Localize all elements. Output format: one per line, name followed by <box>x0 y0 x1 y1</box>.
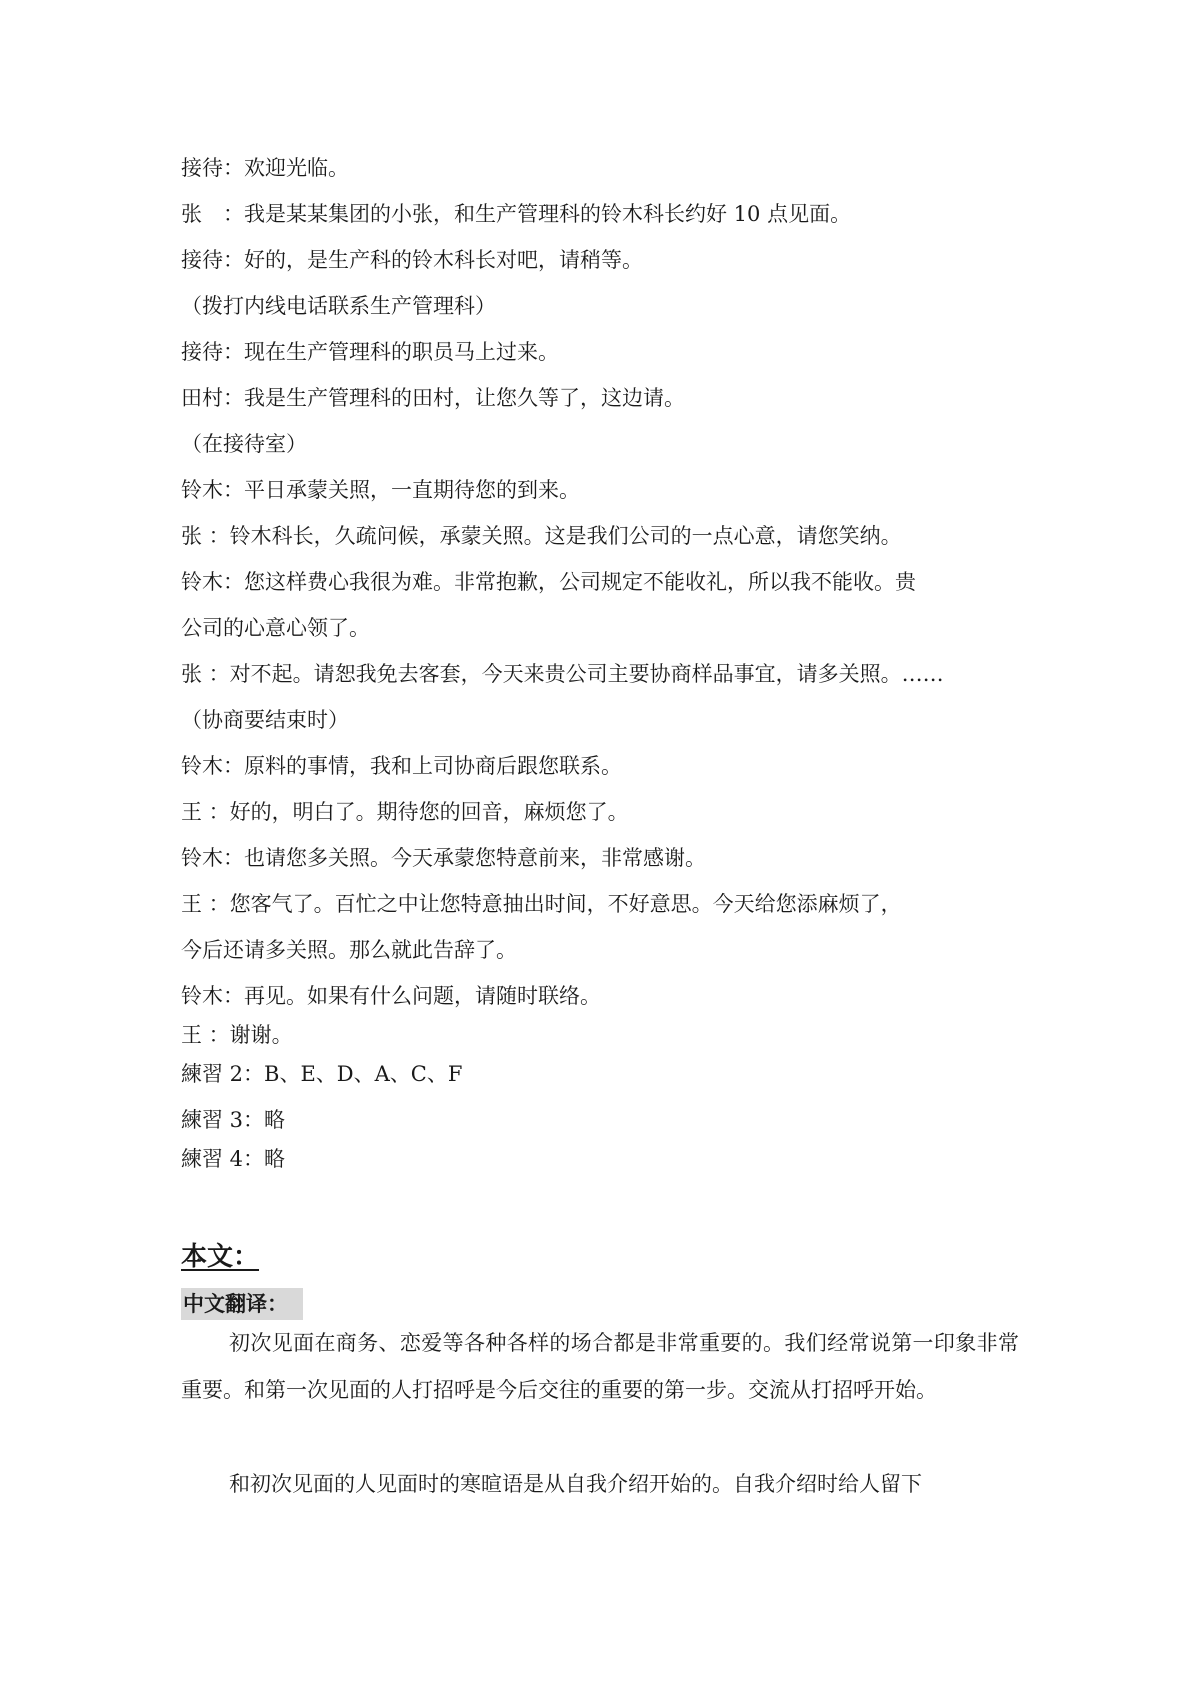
dialogue-line: 接待：好的，是生产科的铃木科长对吧，请稍等。 <box>181 248 643 272</box>
dialogue-line: 接待：现在生产管理科的职员马上过来。 <box>181 340 559 364</box>
stage-direction: （协商要结束时） <box>181 708 349 732</box>
dialogue-line: 铃木：也请您多关照。今天承蒙您特意前来，非常感谢。 <box>181 846 706 870</box>
exercise-answer: 練習 3：略 <box>181 1108 286 1132</box>
dialogue-line: 田村：我是生产管理科的田村，让您久等了，这边请。 <box>181 386 685 410</box>
stage-direction: （拨打内线电话联系生产管理科） <box>181 294 496 318</box>
subheading: 中文翻译： <box>181 1288 303 1320</box>
dialogue-line: 铃木：平日承蒙关照，一直期待您的到来。 <box>181 478 580 502</box>
dialogue-line: 铃木：原料的事情，我和上司协商后跟您联系。 <box>181 754 622 778</box>
dialogue-line: 张 ：对不起。请恕我免去客套，今天来贵公司主要协商样品事宜，请多关照。…… <box>181 662 944 686</box>
section-title: 本文： <box>181 1242 260 1272</box>
dialogue-line: 接待：欢迎光临。 <box>181 156 349 180</box>
translation-paragraph: 初次见面在商务、恋爱等各种各样的场合都是非常重要的。我们经常说第一印象非常重要。和第一次见面的人打招呼是今后交往的重要的第一步。交流从打招呼开始。 <box>181 1331 1019 1402</box>
dialogue-line: 张 ：我是某某集团的小张，和生产管理科的铃木科长约好 10 点见面。 <box>181 202 852 226</box>
dialogue-line: 王 ：谢谢。 <box>181 1023 293 1047</box>
exercise-answer: 練習 4：略 <box>181 1147 286 1171</box>
dialogue-line: 王 ：好的，明白了。期待您的回音，麻烦您了。 <box>181 800 629 824</box>
dialogue-line: 公司的心意心领了。 <box>181 616 370 640</box>
dialogue-line: 今后还请多关照。那么就此告辞了。 <box>181 938 517 962</box>
translation-paragraph: 和初次见面的人见面时的寒暄语是从自我介绍开始的。自我介绍时给人留下 <box>229 1472 922 1496</box>
dialogue-line: 张 ：铃木科长，久疏问候，承蒙关照。这是我们公司的一点心意，请您笑纳。 <box>181 524 902 548</box>
dialogue-line: 王 ：您客气了。百忙之中让您特意抽出时间，不好意思。今天给您添麻烦了， <box>181 892 902 916</box>
exercise-answer: 練習 2：B、E、D、A、C、F <box>181 1062 463 1086</box>
stage-direction: （在接待室） <box>181 432 307 456</box>
dialogue-line: 铃木：您这样费心我很为难。非常抱歉，公司规定不能收礼，所以我不能收。贵 <box>181 570 916 594</box>
dialogue-line: 铃木：再见。如果有什么问题，请随时联络。 <box>181 984 601 1008</box>
